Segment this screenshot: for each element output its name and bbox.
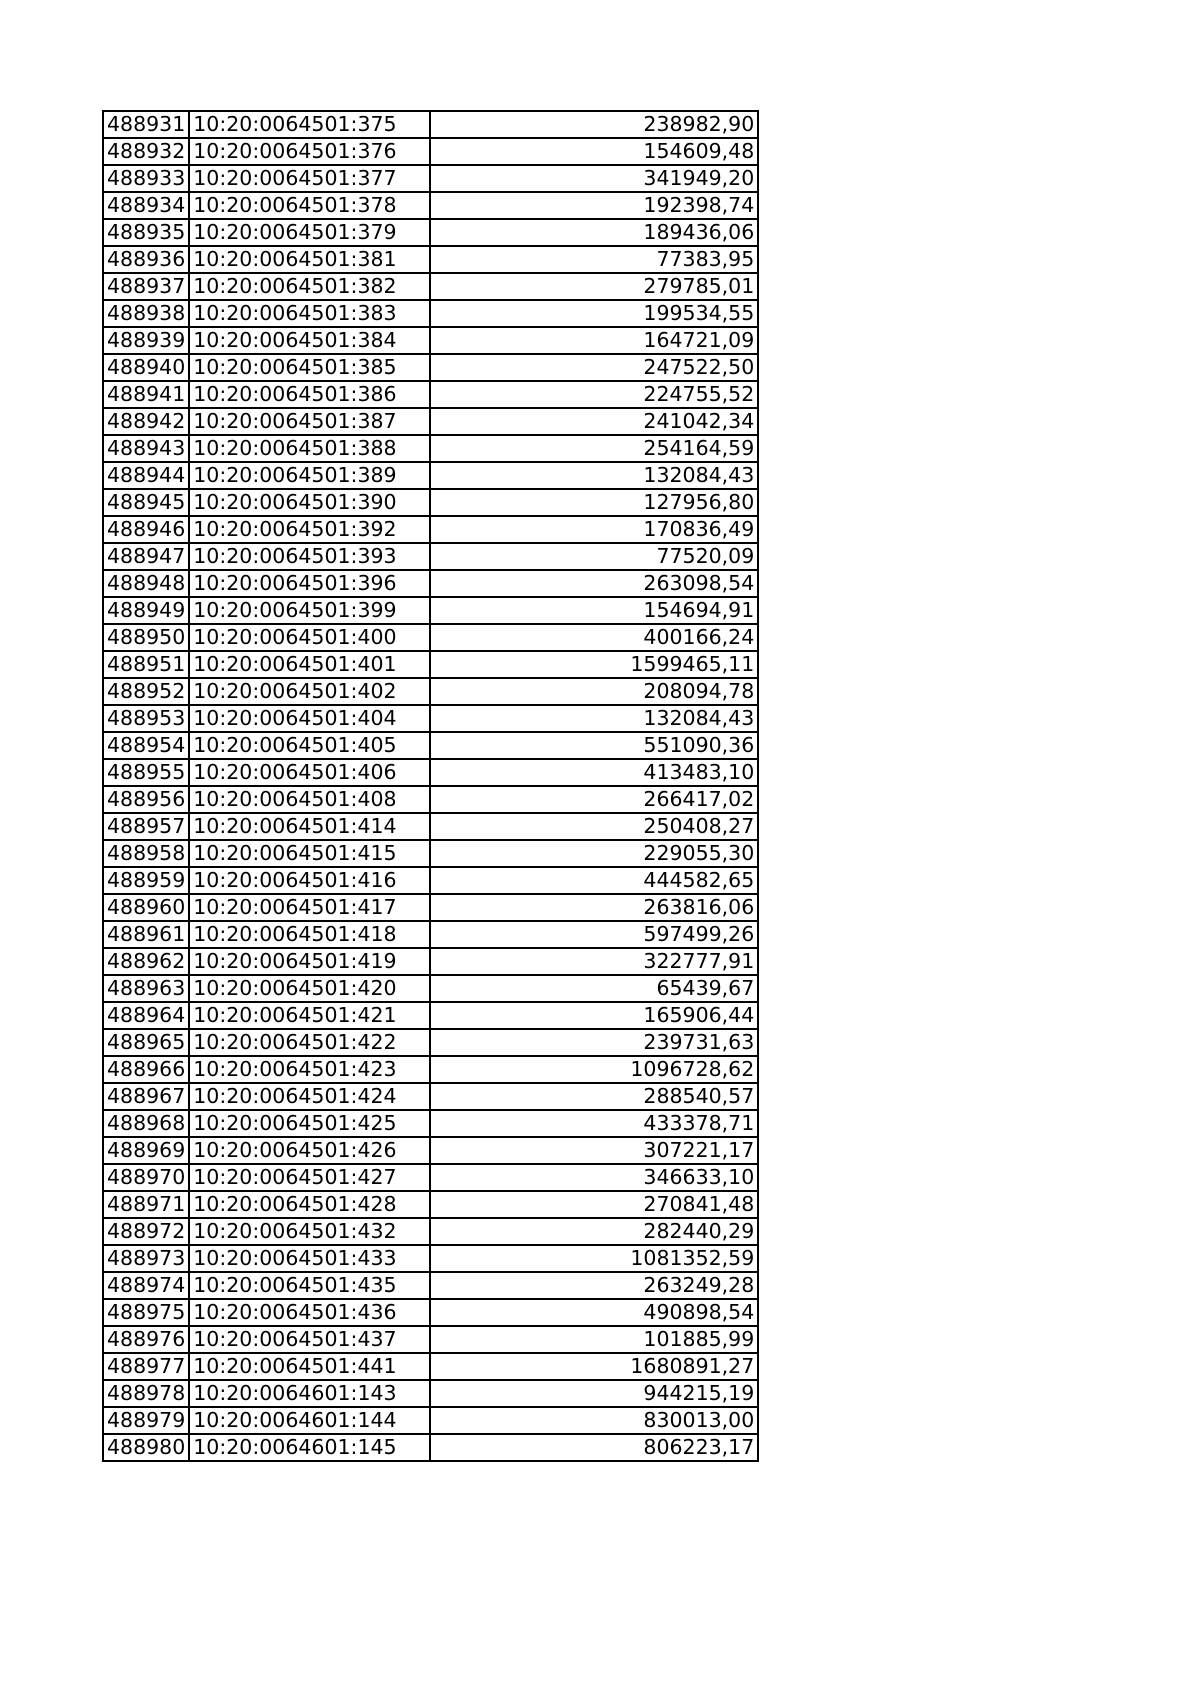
value-cell: 288540,57 <box>430 1083 758 1110</box>
row-number-cell: 488951 <box>103 651 189 678</box>
row-number-cell: 488947 <box>103 543 189 570</box>
row-number-cell: 488943 <box>103 435 189 462</box>
cadastral-number-cell: 10:20:0064501:441 <box>189 1353 430 1380</box>
row-number-cell: 488978 <box>103 1380 189 1407</box>
value-cell: 806223,17 <box>430 1434 758 1461</box>
value-cell: 224755,52 <box>430 381 758 408</box>
cadastral-number-cell: 10:20:0064501:375 <box>189 111 430 138</box>
cadastral-number-cell: 10:20:0064501:418 <box>189 921 430 948</box>
value-cell: 444582,65 <box>430 867 758 894</box>
table-row <box>103 1029 758 1056</box>
row-number-cell: 488953 <box>103 705 189 732</box>
value-cell: 77520,09 <box>430 543 758 570</box>
cadastral-number-cell: 10:20:0064501:383 <box>189 300 430 327</box>
row-number-cell: 488969 <box>103 1137 189 1164</box>
row-number-cell: 488935 <box>103 219 189 246</box>
value-cell: 132084,43 <box>430 705 758 732</box>
row-number-cell: 488967 <box>103 1083 189 1110</box>
table-row <box>103 219 758 246</box>
table-row <box>103 921 758 948</box>
cadastral-number-cell: 10:20:0064501:382 <box>189 273 430 300</box>
row-number-cell: 488966 <box>103 1056 189 1083</box>
value-cell: 413483,10 <box>430 759 758 786</box>
value-cell: 282440,29 <box>430 1218 758 1245</box>
cadastral-number-cell: 10:20:0064501:436 <box>189 1299 430 1326</box>
cadastral-number-cell: 10:20:0064501:387 <box>189 408 430 435</box>
row-number-cell: 488954 <box>103 732 189 759</box>
row-number-cell: 488962 <box>103 948 189 975</box>
table-row <box>103 516 758 543</box>
row-number-cell: 488976 <box>103 1326 189 1353</box>
table-row <box>103 408 758 435</box>
cadastral-number-cell: 10:20:0064501:420 <box>189 975 430 1002</box>
table-row <box>103 1137 758 1164</box>
cadastral-number-cell: 10:20:0064601:144 <box>189 1407 430 1434</box>
cadastral-number-cell: 10:20:0064501:390 <box>189 489 430 516</box>
cadastral-number-cell: 10:20:0064501:399 <box>189 597 430 624</box>
value-cell: 263249,28 <box>430 1272 758 1299</box>
cadastral-number-cell: 10:20:0064501:421 <box>189 1002 430 1029</box>
row-number-cell: 488941 <box>103 381 189 408</box>
row-number-cell: 488979 <box>103 1407 189 1434</box>
table-row <box>103 192 758 219</box>
cadastral-number-cell: 10:20:0064501:427 <box>189 1164 430 1191</box>
cadastral-number-cell: 10:20:0064501:388 <box>189 435 430 462</box>
value-cell: 1096728,62 <box>430 1056 758 1083</box>
table-row <box>103 354 758 381</box>
cadastral-number-cell: 10:20:0064501:379 <box>189 219 430 246</box>
value-cell: 341949,20 <box>430 165 758 192</box>
value-cell: 189436,06 <box>430 219 758 246</box>
table-row <box>103 462 758 489</box>
cadastral-number-cell: 10:20:0064501:381 <box>189 246 430 273</box>
value-cell: 247522,50 <box>430 354 758 381</box>
cadastral-number-cell: 10:20:0064501:378 <box>189 192 430 219</box>
value-cell: 208094,78 <box>430 678 758 705</box>
table-row <box>103 1056 758 1083</box>
cadastral-number-cell: 10:20:0064501:406 <box>189 759 430 786</box>
row-number-cell: 488958 <box>103 840 189 867</box>
value-cell: 346633,10 <box>430 1164 758 1191</box>
cadastral-number-cell: 10:20:0064501:432 <box>189 1218 430 1245</box>
cadastral-number-cell: 10:20:0064601:145 <box>189 1434 430 1461</box>
row-number-cell: 488972 <box>103 1218 189 1245</box>
cadastral-number-cell: 10:20:0064601:143 <box>189 1380 430 1407</box>
value-cell: 490898,54 <box>430 1299 758 1326</box>
row-number-cell: 488949 <box>103 597 189 624</box>
value-cell: 944215,19 <box>430 1380 758 1407</box>
cadastral-number-cell: 10:20:0064501:405 <box>189 732 430 759</box>
value-cell: 170836,49 <box>430 516 758 543</box>
row-number-cell: 488977 <box>103 1353 189 1380</box>
table-row <box>103 1434 758 1461</box>
row-number-cell: 488975 <box>103 1299 189 1326</box>
row-number-cell: 488973 <box>103 1245 189 1272</box>
table-row <box>103 732 758 759</box>
cadastral-number-cell: 10:20:0064501:377 <box>189 165 430 192</box>
table-row <box>103 435 758 462</box>
value-cell: 241042,34 <box>430 408 758 435</box>
table-row <box>103 597 758 624</box>
cadastral-number-cell: 10:20:0064501:415 <box>189 840 430 867</box>
value-cell: 433378,71 <box>430 1110 758 1137</box>
value-cell: 164721,09 <box>430 327 758 354</box>
row-number-cell: 488937 <box>103 273 189 300</box>
cadastral-number-cell: 10:20:0064501:402 <box>189 678 430 705</box>
cadastral-number-cell: 10:20:0064501:435 <box>189 1272 430 1299</box>
cadastral-number-cell: 10:20:0064501:417 <box>189 894 430 921</box>
value-cell: 154609,48 <box>430 138 758 165</box>
value-cell: 307221,17 <box>430 1137 758 1164</box>
table-row <box>103 1002 758 1029</box>
table-row <box>103 867 758 894</box>
table-row <box>103 840 758 867</box>
table-row <box>103 678 758 705</box>
table-row <box>103 1353 758 1380</box>
row-number-cell: 488955 <box>103 759 189 786</box>
cadastral-number-cell: 10:20:0064501:416 <box>189 867 430 894</box>
cadastral-number-cell: 10:20:0064501:428 <box>189 1191 430 1218</box>
cadastral-number-cell: 10:20:0064501:392 <box>189 516 430 543</box>
table-body <box>103 111 758 1461</box>
cadastral-number-cell: 10:20:0064501:396 <box>189 570 430 597</box>
value-cell: 239731,63 <box>430 1029 758 1056</box>
cadastral-number-cell: 10:20:0064501:385 <box>189 354 430 381</box>
value-cell: 254164,59 <box>430 435 758 462</box>
table-row <box>103 1326 758 1353</box>
cadastral-number-cell: 10:20:0064501:384 <box>189 327 430 354</box>
cadastral-number-cell: 10:20:0064501:400 <box>189 624 430 651</box>
table-row <box>103 138 758 165</box>
value-cell: 192398,74 <box>430 192 758 219</box>
value-cell: 263816,06 <box>430 894 758 921</box>
row-number-cell: 488959 <box>103 867 189 894</box>
row-number-cell: 488963 <box>103 975 189 1002</box>
cadastral-number-cell: 10:20:0064501:404 <box>189 705 430 732</box>
value-cell: 165906,44 <box>430 1002 758 1029</box>
row-number-cell: 488945 <box>103 489 189 516</box>
cadastral-number-cell: 10:20:0064501:414 <box>189 813 430 840</box>
value-cell: 154694,91 <box>430 597 758 624</box>
cadastral-number-cell: 10:20:0064501:437 <box>189 1326 430 1353</box>
cadastral-number-cell: 10:20:0064501:424 <box>189 1083 430 1110</box>
row-number-cell: 488942 <box>103 408 189 435</box>
table-row <box>103 1272 758 1299</box>
table-row <box>103 300 758 327</box>
table-row <box>103 1218 758 1245</box>
table-row <box>103 759 758 786</box>
cadastral-number-cell: 10:20:0064501:425 <box>189 1110 430 1137</box>
row-number-cell: 488957 <box>103 813 189 840</box>
table-row <box>103 543 758 570</box>
row-number-cell: 488950 <box>103 624 189 651</box>
row-number-cell: 488931 <box>103 111 189 138</box>
table-row <box>103 948 758 975</box>
row-number-cell: 488944 <box>103 462 189 489</box>
table-row <box>103 786 758 813</box>
cadastral-number-cell: 10:20:0064501:433 <box>189 1245 430 1272</box>
value-cell: 250408,27 <box>430 813 758 840</box>
table-row <box>103 1164 758 1191</box>
row-number-cell: 488938 <box>103 300 189 327</box>
value-cell: 77383,95 <box>430 246 758 273</box>
table-row <box>103 1083 758 1110</box>
value-cell: 127956,80 <box>430 489 758 516</box>
table-row <box>103 273 758 300</box>
row-number-cell: 488934 <box>103 192 189 219</box>
table-row <box>103 894 758 921</box>
cadastral-number-cell: 10:20:0064501:419 <box>189 948 430 975</box>
value-cell: 322777,91 <box>430 948 758 975</box>
value-cell: 1680891,27 <box>430 1353 758 1380</box>
row-number-cell: 488980 <box>103 1434 189 1461</box>
row-number-cell: 488933 <box>103 165 189 192</box>
value-cell: 830013,00 <box>430 1407 758 1434</box>
value-cell: 279785,01 <box>430 273 758 300</box>
table-row <box>103 381 758 408</box>
value-cell: 199534,55 <box>430 300 758 327</box>
value-cell: 132084,43 <box>430 462 758 489</box>
table-row <box>103 111 758 138</box>
table-row <box>103 1245 758 1272</box>
table-row <box>103 1299 758 1326</box>
table-row <box>103 1407 758 1434</box>
table-row <box>103 489 758 516</box>
row-number-cell: 488940 <box>103 354 189 381</box>
table-row <box>103 1110 758 1137</box>
cadastral-number-cell: 10:20:0064501:376 <box>189 138 430 165</box>
row-number-cell: 488932 <box>103 138 189 165</box>
cadastral-number-cell: 10:20:0064501:401 <box>189 651 430 678</box>
table-row <box>103 705 758 732</box>
value-cell: 270841,48 <box>430 1191 758 1218</box>
row-number-cell: 488952 <box>103 678 189 705</box>
value-cell: 229055,30 <box>430 840 758 867</box>
cadastral-number-cell: 10:20:0064501:389 <box>189 462 430 489</box>
value-cell: 263098,54 <box>430 570 758 597</box>
cadastral-number-cell: 10:20:0064501:393 <box>189 543 430 570</box>
value-cell: 400166,24 <box>430 624 758 651</box>
table-row <box>103 570 758 597</box>
table-row <box>103 1380 758 1407</box>
row-number-cell: 488956 <box>103 786 189 813</box>
value-cell: 597499,26 <box>430 921 758 948</box>
value-cell: 1081352,59 <box>430 1245 758 1272</box>
cadastral-number-cell: 10:20:0064501:386 <box>189 381 430 408</box>
table-row <box>103 246 758 273</box>
data-table <box>102 110 759 1462</box>
row-number-cell: 488948 <box>103 570 189 597</box>
row-number-cell: 488946 <box>103 516 189 543</box>
row-number-cell: 488965 <box>103 1029 189 1056</box>
value-cell: 1599465,11 <box>430 651 758 678</box>
row-number-cell: 488960 <box>103 894 189 921</box>
row-number-cell: 488974 <box>103 1272 189 1299</box>
table-row <box>103 975 758 1002</box>
row-number-cell: 488936 <box>103 246 189 273</box>
table-row <box>103 165 758 192</box>
value-cell: 65439,67 <box>430 975 758 1002</box>
value-cell: 266417,02 <box>430 786 758 813</box>
cadastral-number-cell: 10:20:0064501:423 <box>189 1056 430 1083</box>
row-number-cell: 488970 <box>103 1164 189 1191</box>
row-number-cell: 488961 <box>103 921 189 948</box>
table-row <box>103 813 758 840</box>
table-row <box>103 651 758 678</box>
cadastral-number-cell: 10:20:0064501:408 <box>189 786 430 813</box>
row-number-cell: 488968 <box>103 1110 189 1137</box>
table-row <box>103 327 758 354</box>
table-row <box>103 1191 758 1218</box>
value-cell: 101885,99 <box>430 1326 758 1353</box>
value-cell: 551090,36 <box>430 732 758 759</box>
value-cell: 238982,90 <box>430 111 758 138</box>
row-number-cell: 488939 <box>103 327 189 354</box>
row-number-cell: 488964 <box>103 1002 189 1029</box>
row-number-cell: 488971 <box>103 1191 189 1218</box>
cadastral-number-cell: 10:20:0064501:422 <box>189 1029 430 1056</box>
cadastral-number-cell: 10:20:0064501:426 <box>189 1137 430 1164</box>
table-row <box>103 624 758 651</box>
